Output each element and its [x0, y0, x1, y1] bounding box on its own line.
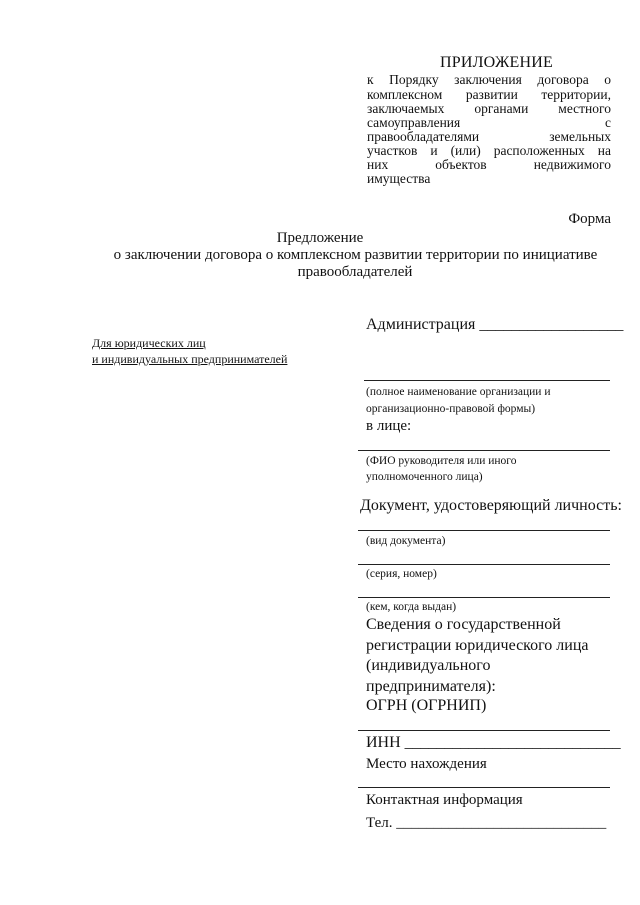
appendix-word: имущества — [367, 171, 431, 186]
representative-line[interactable] — [358, 450, 610, 451]
in-person-label: в лице: — [366, 418, 412, 434]
appendix-line-8 — [367, 171, 611, 186]
document-title: Предложение — [276, 230, 364, 246]
appendix-line-5 — [367, 129, 611, 144]
inn-field[interactable]: ИНН ___________________________ — [366, 734, 621, 751]
appendix-line-3 — [367, 101, 611, 116]
appendix-line-7 — [367, 157, 611, 172]
org-name-caption-1: (полное наименование организации и — [366, 386, 551, 398]
appendix-word: заключаемых — [367, 101, 445, 116]
document-type-line[interactable] — [358, 530, 610, 531]
document-subtitle-line-2: правообладателей — [297, 264, 413, 280]
phone-field[interactable]: Тел. ____________________________ — [366, 815, 607, 831]
registration-label-1: Сведения о государственной — [366, 616, 561, 633]
appendix-word: участков — [367, 143, 418, 158]
appendix-word: них — [367, 157, 389, 172]
appendix-word: о — [604, 72, 611, 87]
appendix-line-1 — [367, 72, 611, 87]
location-line[interactable] — [358, 787, 610, 788]
appendix-word: объектов — [435, 157, 487, 172]
document-subtitle-line-1: о заключении договора о комплексном развитии территории по инициативе — [113, 247, 598, 263]
appendix-word: развитии — [465, 87, 518, 102]
appendix-word: заключения — [454, 72, 522, 87]
contact-info-label: Контактная информация — [366, 792, 523, 808]
appendix-word: на — [597, 143, 611, 158]
administration-field[interactable]: Администрация __________________ — [366, 316, 624, 333]
appendix-word: недвижимого — [533, 157, 611, 172]
appendix-word: и — [430, 143, 438, 158]
representative-caption-1: (ФИО руководителя или иного — [366, 455, 517, 467]
appendix-word: договора — [537, 72, 589, 87]
appendix-word: правообладателями — [367, 129, 480, 144]
appendix-word: (или) — [450, 143, 481, 158]
appendix-word: комплексном — [367, 87, 443, 102]
appendix-word: расположенных — [493, 143, 585, 158]
org-name-caption-2: организационно-правовой формы) — [366, 403, 536, 415]
applicant-type-label-2: и индивидуальных предпринимателей — [92, 352, 288, 366]
ogrn-label: ОГРН (ОГРНИП) — [366, 697, 487, 714]
applicant-type-label-1: Для юридических лиц — [92, 336, 206, 350]
form-label: Форма — [568, 211, 611, 227]
appendix-line-6 — [367, 143, 611, 158]
registration-label-3: (индивидуального — [366, 657, 491, 674]
appendix-word: к — [367, 72, 374, 87]
appendix-line-4 — [367, 115, 611, 130]
series-number-line[interactable] — [358, 564, 610, 565]
document-type-caption: (вид документа) — [366, 535, 446, 547]
representative-caption-2: уполномоченного лица) — [366, 471, 483, 483]
registration-label-4: предпринимателя): — [366, 678, 496, 695]
location-label: Место нахождения — [366, 756, 487, 772]
appendix-word: с — [605, 115, 611, 130]
appendix-word: органами — [474, 101, 529, 116]
appendix-word: Порядку — [389, 72, 439, 87]
appendix-word: местного — [558, 101, 611, 116]
appendix-word: земельных — [549, 129, 611, 144]
ogrn-line[interactable] — [358, 730, 610, 731]
registration-label-2: регистрации юридического лица — [366, 637, 589, 654]
appendix-word: самоуправления — [367, 115, 461, 130]
issued-by-line[interactable] — [358, 597, 610, 598]
identity-document-label: Документ, удостоверяющий личность: — [360, 497, 622, 514]
appendix-line-2 — [367, 87, 611, 102]
series-number-caption: (серия, номер) — [366, 568, 437, 580]
issued-by-caption: (кем, когда выдан) — [366, 601, 457, 613]
appendix-word: территории, — [541, 87, 611, 102]
org-name-line[interactable] — [364, 380, 610, 381]
appendix-title: ПРИЛОЖЕНИЕ — [440, 54, 554, 71]
